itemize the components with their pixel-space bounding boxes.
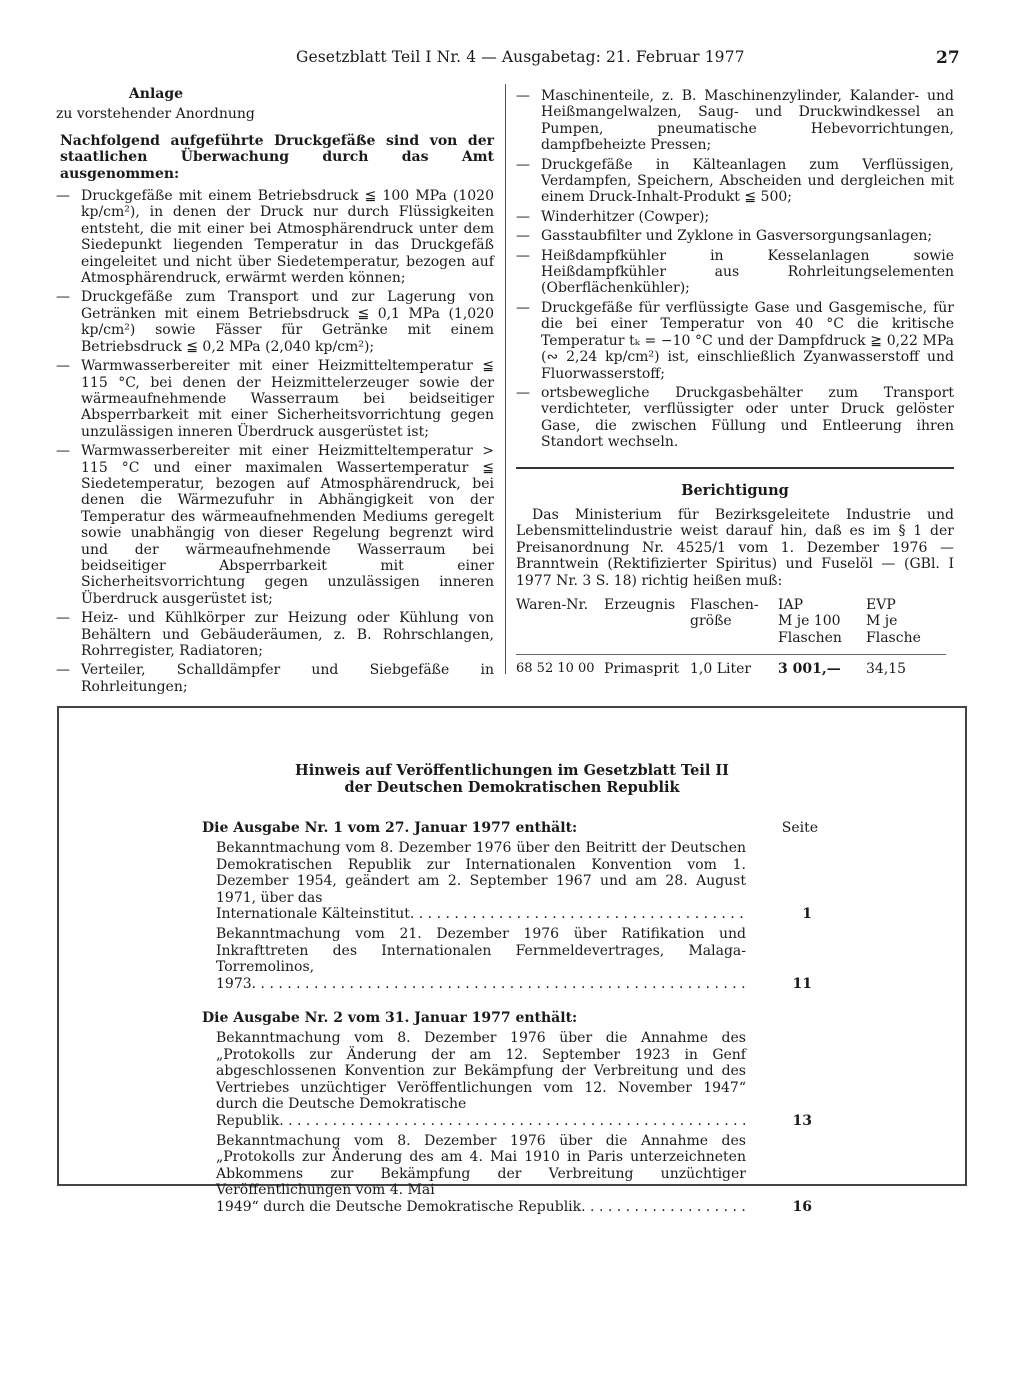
entry-last-line — [216, 976, 746, 992]
dash-bullet: — — [56, 289, 70, 306]
price-table — [516, 597, 946, 678]
exemption-list-right — [516, 88, 954, 451]
publication-entry — [202, 1133, 812, 1215]
issue-heading-row — [202, 1010, 812, 1026]
col-header-waren-nr: Waren-Nr. — [516, 597, 604, 655]
list-item-text: Gasstaubfilter und Zyklone in Gasversorgungsanlagen; — [541, 228, 933, 245]
publication-entry — [202, 1030, 812, 1128]
list-item-text: Warmwasserbereiter mit einer Heizmitteltemperatur > 115 °C und einer maximalen Wassertemperatur ≦ Siedetemperatur, bezogen auf Atmosphärendruck, bei denen die Wärmezufuhr in Abhängigkeit von der Temperatur des wärmeaufnehmenden Mediums geregelt sowie unabhängig von dieser Regelung begrenzt wird und der wärmeaufnehmende Wasserraum bei beidseitiger Absperrbarkeit mit einer Sicherheitsvorrichtung gegen unzulässigen inneren Überdruck ausgerüstet ist; — [81, 443, 494, 607]
dash-bullet: — — [56, 358, 70, 375]
dash-bullet: — — [516, 384, 530, 401]
page-number: 27 — [936, 48, 960, 68]
entry-last-text: Republik — [216, 1112, 280, 1129]
entry-text: Bekanntmachung vom 8. Dezember 1976 über die Annahme des „Protokolls zur Änderung der am 12. September 1923 in Genf abgeschlossenen Konvention zur Bekämpfung der Verbreitung und des Vertriebes unzüchtiger Veröffentlichungen vom 12. November 1947“ durch die Deutsche Demokratische — [216, 1030, 746, 1113]
entry-text: Bekanntmachung vom 8. Dezember 1976 über den Beitritt der Deutschen Demokratischen Republik zur Internationalen Konvention vom 1. Dezember 1954, geändert am 2. September 1967 und am 28. August 1971, über das — [216, 840, 746, 906]
dash-bullet: — — [56, 443, 70, 460]
spacer — [202, 996, 812, 1010]
seite-label: Seite — [781, 820, 818, 836]
exemption-list-left — [56, 188, 494, 695]
entry-last-text: 1973 — [216, 975, 252, 992]
entry-last-line — [216, 1113, 746, 1129]
leader-dots — [279, 1113, 746, 1129]
list-item-text: Verteiler, Schalldämpfer und Siebgefäße in Rohrleitungen; — [81, 662, 494, 695]
issue-heading: Die Ausgabe Nr. 1 vom 27. Januar 1977 enthält: — [202, 820, 578, 836]
leader-dots — [410, 906, 746, 922]
cell-erzeugnis: Primasprit — [604, 661, 680, 678]
dash-bullet: — — [516, 247, 530, 264]
col-header-evp: EVP M je Flasche — [866, 597, 946, 655]
notice-title-line2: der Deutschen Demokratischen Republik — [344, 779, 680, 796]
exemption-intro: Nachfolgend aufgeführte Druckgefäße sind von der staatlichen Überwachung durch das Amt ausgenommen: — [60, 132, 494, 182]
list-item-text: Druckgefäße zum Transport und zur Lagerung von Getränken mit einem Betriebsdruck ≦ 0,1 MPa (1,020 kp/cm²) sowie Fässer für Getränke mit einem Betriebsdruck ≦ 0,2 MPa (2,040 kp/cm²); — [81, 289, 494, 355]
list-item — [56, 443, 494, 607]
dash-bullet: — — [56, 662, 70, 679]
list-item-text: Winderhitzer (Cowper); — [541, 208, 710, 225]
list-item — [516, 228, 954, 244]
table-row — [516, 655, 946, 678]
cell-waren-nr: 68 52 10 00 — [516, 661, 595, 677]
entry-page-number: 13 — [792, 1112, 812, 1129]
col-header-iap: IAP M je 100 Flaschen — [778, 597, 866, 655]
notice-title — [59, 762, 965, 796]
issue-heading-row — [202, 820, 818, 836]
list-item — [516, 385, 954, 451]
col-header-erzeugnis: Erzeugnis — [604, 597, 690, 655]
list-item — [56, 358, 494, 440]
price-table-header — [516, 597, 946, 655]
anlage-subtitle: zu vorstehender Anordnung — [56, 106, 255, 123]
list-item-text: Warmwasserbereiter mit einer Heizmitteltemperatur ≦ 115 °C, bei denen der Heizmittelerzeuger sowie der wärmeaufnehmende Wasserraum bei beidseitiger Absperrbarkeit mit einer Sicherheitsvorrichtung gegen unzulässigen inneren Überdruck ausgerüstet ist; — [81, 358, 494, 440]
dash-bullet: — — [516, 299, 530, 316]
page-header — [0, 48, 1024, 72]
dash-bullet: — — [56, 610, 70, 627]
entry-text: Bekanntmachung vom 8. Dezember 1976 über die Annahme des „Protokolls zur Änderung des am 4. Mai 1910 in Paris unterzeichneten Abkommens zur Bekämpfung der Verbreitung unzüchtiger Veröffentlichungen vom 4. Mai — [216, 1132, 746, 1199]
cell-iap: 3 001,— — [778, 661, 841, 678]
entry-last-text: 1949“ durch die Deutsche Demokratische Republik — [216, 1198, 582, 1215]
list-item-text: Druckgefäße für verflüssigte Gase und Gasgemische, für die bei einer Temperatur von 40 °C die kritische Temperatur tₖ = −10 °C und der Dampfdruck ≧ 0,22 MPa (∾ 2,24 kp/cm²) ist, einschließlich Zyanwasserstoff und Fluorwasserstoff; — [541, 299, 954, 382]
entry-page-number: 1 — [802, 906, 812, 923]
issue-heading: Die Ausgabe Nr. 2 vom 31. Januar 1977 enthält: — [202, 1010, 578, 1027]
section-divider — [516, 467, 954, 469]
notice-box — [57, 706, 967, 1215]
left-column — [56, 86, 494, 698]
list-item — [56, 610, 494, 659]
leader-dots — [581, 1199, 746, 1215]
list-item — [516, 209, 954, 225]
gazette-header-title: Gesetzblatt Teil I Nr. 4 — Ausgabetag: 21. Februar 1977 — [296, 48, 745, 66]
leader-dots — [252, 976, 746, 992]
col-header-flaschengroesse: Flaschen- größe — [690, 597, 778, 655]
berichtigung-text: Das Ministerium für Bezirksgeleitete Industrie und Lebensmittelindustrie weist darauf hin, daß es im § 1 der Preisanordnung Nr. 4525/1 vom 1. Dezember 1976 — Branntwein (Rektifizierter Spiritus) und Fuselöl — (GBl. I 1977 Nr. 3 S. 18) richtig heißen muß: — [516, 506, 954, 589]
entry-page-number: 16 — [792, 1198, 812, 1215]
list-item — [56, 662, 494, 695]
anlage-title: Anlage — [128, 86, 184, 102]
entry-text: Bekanntmachung vom 21. Dezember 1976 über Ratifikation und Inkrafttreten des Internationalen Fernmeldevertrages, Malaga-Torremolinos, — [216, 926, 746, 976]
list-item-text: Maschinenteile, z. B. Maschinenzylinder, Kalander- und Heißmangelwalzen, Saug- und Druckwindkessel an Pumpen, pneumatische Hebevorrichtungen, dampfbeheizte Pressen; — [541, 88, 954, 154]
dash-bullet: — — [516, 208, 530, 225]
dash-bullet: — — [56, 188, 70, 205]
right-column — [516, 88, 954, 678]
list-item — [516, 157, 954, 206]
list-item-text: Druckgefäße in Kälteanlagen zum Verflüssigen, Verdampfen, Speichern, Abscheiden und dergleichen mit einem Druck-Inhalt-Produkt ≦ 500; — [541, 156, 954, 206]
cell-evp: 34,15 — [866, 661, 907, 678]
list-item-text: Druckgefäße mit einem Betriebsdruck ≦ 100 MPa (1020 kp/cm²), in denen der Druck nur durch Flüssigkeiten entsteht, die mit einer bei Atmosphärendruck unter dem Siedepunkt liegenden Temperatur in das Druckgefäß eingeleitet und nicht über Siedetemperatur, bezogen auf Atmosphärendruck, erwärmt werden können; — [81, 188, 494, 287]
cell-flaschengroesse: 1,0 Liter — [690, 661, 752, 678]
list-item-text: ortsbewegliche Druckgasbehälter zum Transport verdichteter, verflüssigter oder unter Druck gelöster Gase, die zwischen Füllung und Entleerung ihren Standort wechseln. — [541, 384, 954, 451]
entry-last-line — [216, 1199, 746, 1215]
notice-title-line1: Hinweis auf Veröffentlichungen im Gesetzblatt Teil II — [295, 762, 729, 779]
list-item — [56, 289, 494, 355]
column-divider — [505, 84, 506, 674]
list-item — [56, 188, 494, 286]
dash-bullet: — — [516, 228, 530, 245]
publication-entry — [202, 926, 812, 992]
list-item — [516, 300, 954, 382]
dash-bullet: — — [516, 156, 530, 173]
publication-entry — [202, 840, 812, 922]
list-item-text: Heiz- und Kühlkörper zur Heizung oder Kühlung von Behältern und Gebäuderäumen, z. B. Rohrschlangen, Rohrregister, Radiatoren; — [81, 610, 494, 659]
list-item — [516, 248, 954, 297]
berichtigung-title: Berichtigung — [681, 481, 789, 499]
dash-bullet: — — [516, 88, 530, 104]
list-item-text: Heißdampfkühler in Kesselanlagen sowie Heißdampfkühler aus Rohrleitungselementen (Oberflächenkühler); — [541, 247, 954, 297]
notice-body — [202, 820, 818, 1219]
entry-last-line — [216, 906, 746, 922]
entry-page-number: 11 — [792, 975, 812, 992]
entry-last-text: Internationale Kälteinstitut — [216, 906, 410, 923]
list-item — [516, 88, 954, 154]
